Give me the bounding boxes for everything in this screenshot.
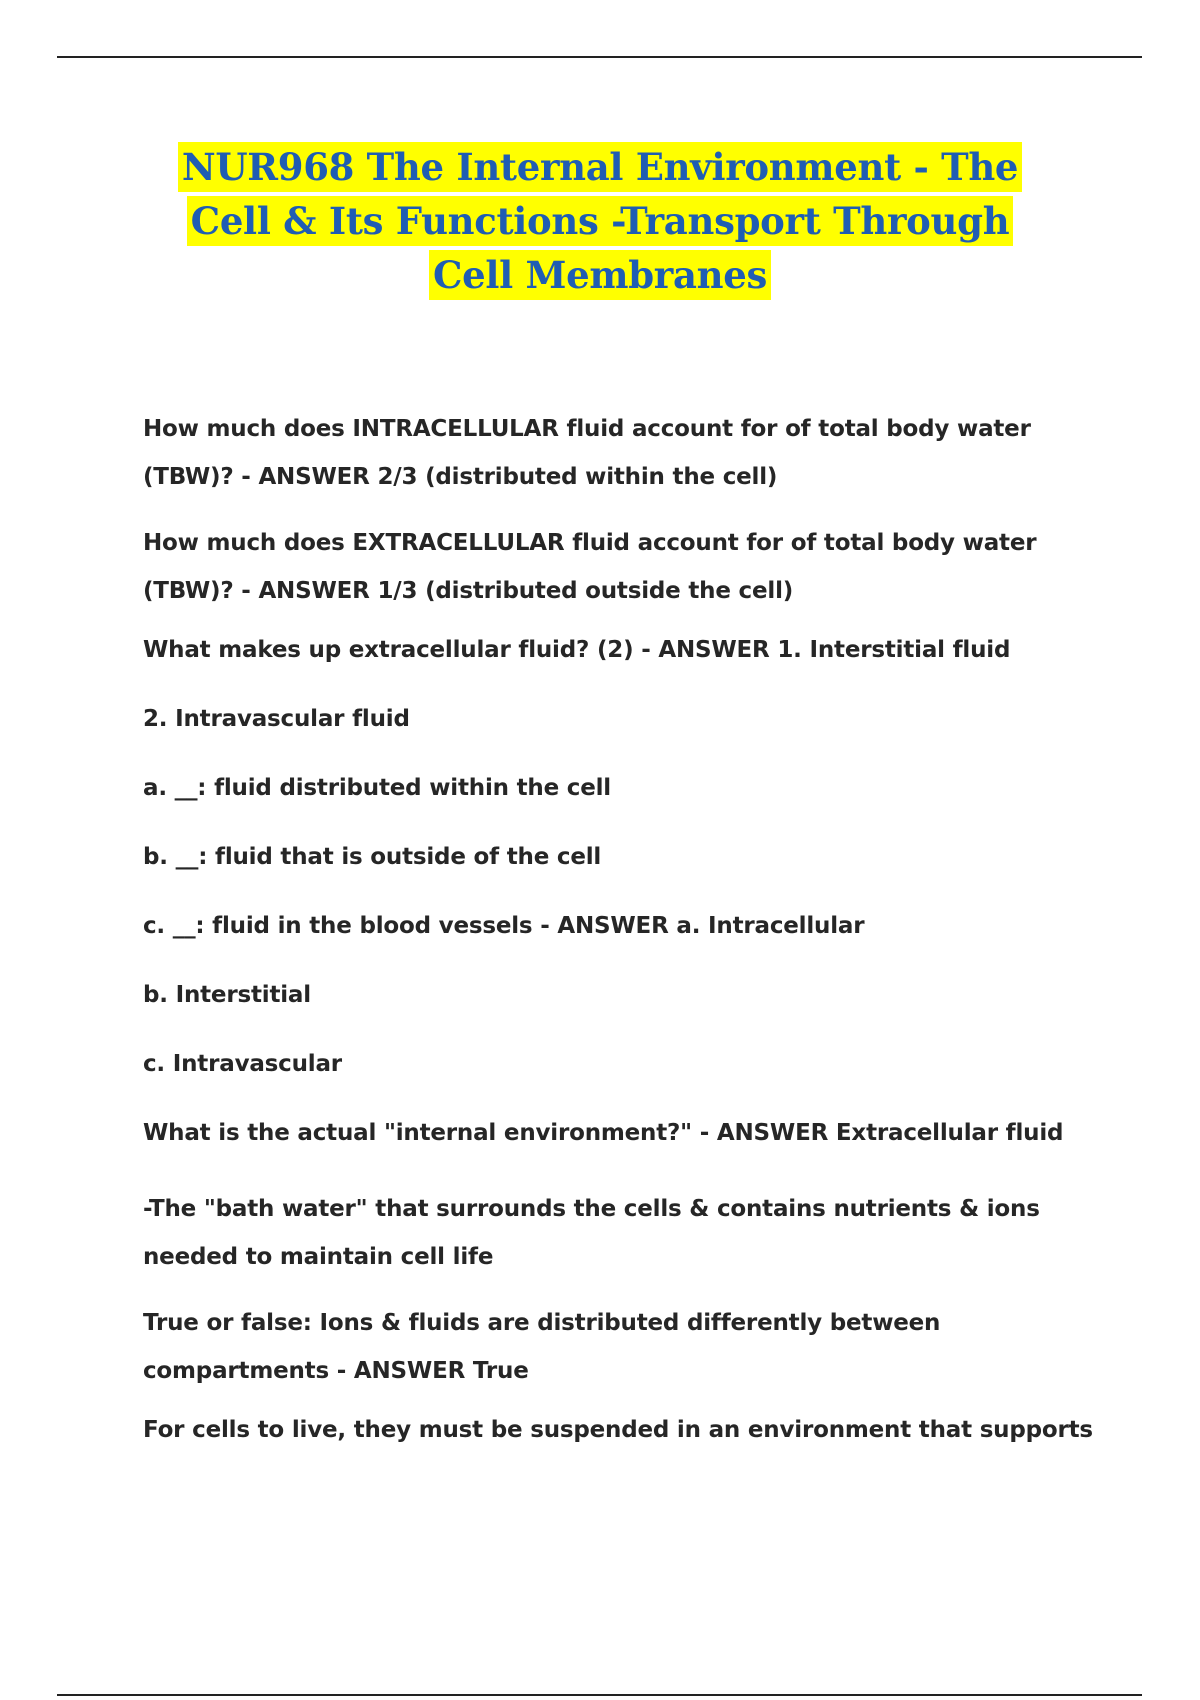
title-line-1: NUR968 The Internal Environment - The — [178, 142, 1022, 192]
question-b-blank: b. __: fluid that is outside of the cell — [143, 844, 602, 870]
qa-extracellular: How much does EXTRACELLULAR fluid account for of total body water (TBW)? - ANSWER 1/3 (distributed outside the cell) — [143, 530, 1037, 604]
document-body — [143, 405, 1103, 1482]
answer-c-intravascular: c. Intravascular — [143, 1051, 342, 1077]
answer-b-interstitial: b. Interstitial — [143, 982, 311, 1008]
top-rule — [57, 56, 1142, 58]
answer-bath-water: -The "bath water" that surrounds the cells & contains nutrients & ions needed to maintain cell life — [143, 1196, 1040, 1270]
document-title — [100, 140, 1100, 302]
question-cells-live: For cells to live, they must be suspended in an environment that supports — [143, 1417, 1093, 1443]
qa-internal-environment: What is the actual "internal environment?" - ANSWER Extracellular fluid — [143, 1120, 1064, 1146]
question-c-blank: c. __: fluid in the blood vessels - ANSWER a. Intracellular — [143, 913, 865, 939]
qa-true-false-ions: True or false: Ions & fluids are distributed differently between compartments - ANSWER True — [143, 1310, 941, 1384]
qa-intracellular: How much does INTRACELLULAR fluid account for of total body water (TBW)? - ANSWER 2/3 (distributed within the cell) — [143, 416, 1031, 490]
question-a-blank: a. __: fluid distributed within the cell — [143, 775, 611, 801]
answer-intravascular-fluid: 2. Intravascular fluid — [143, 706, 410, 732]
bottom-rule — [57, 1694, 1142, 1696]
title-line-3: Cell Membranes — [429, 250, 771, 300]
title-line-2: Cell & Its Functions -Transport Through — [187, 196, 1014, 246]
qa-extracellular-makeup: What makes up extracellular fluid? (2) - ANSWER 1. Interstitial fluid — [143, 637, 1011, 663]
